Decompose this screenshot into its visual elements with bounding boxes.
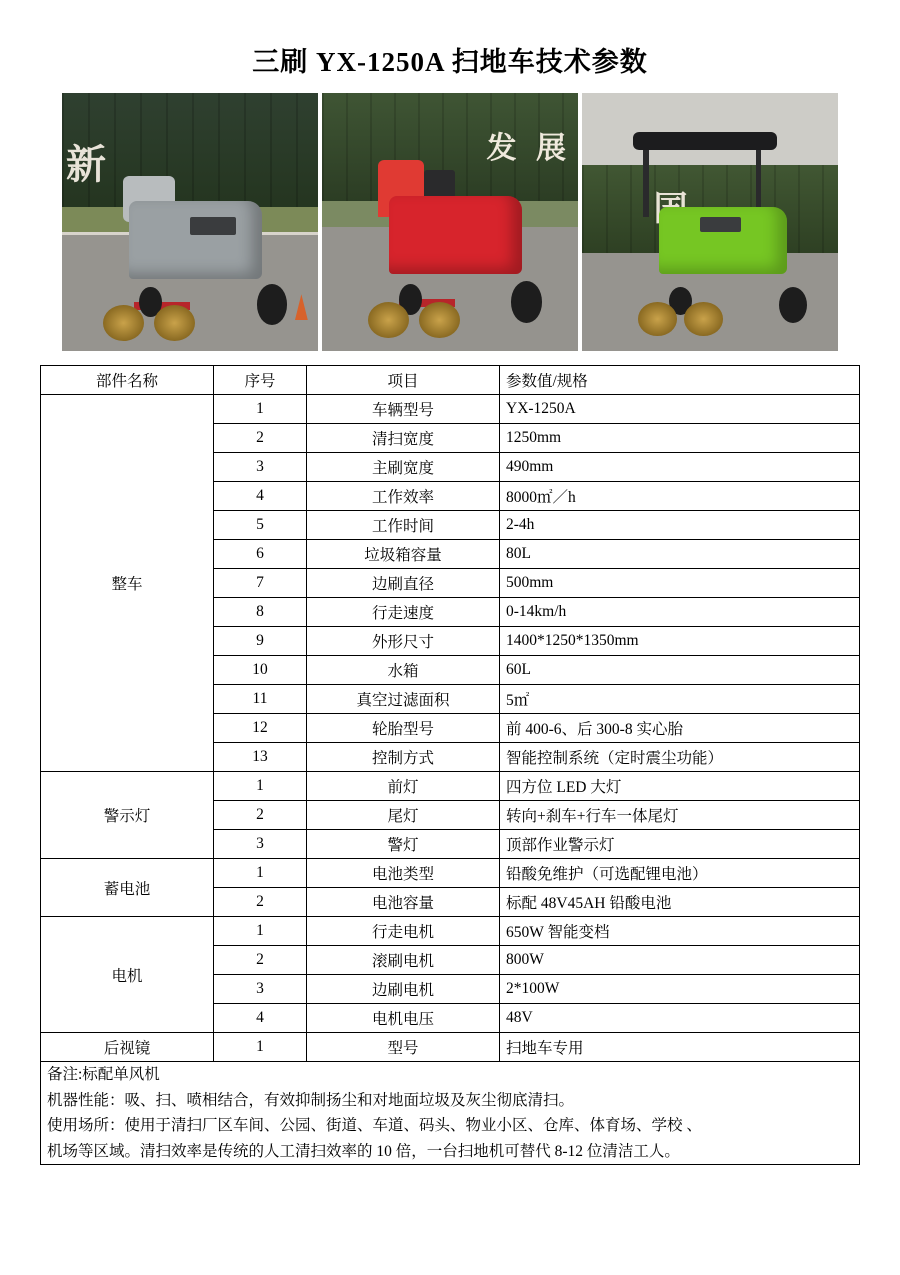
row-index: 1 bbox=[214, 1033, 307, 1062]
row-value: 60L bbox=[500, 656, 860, 685]
row-value: 2*100W bbox=[500, 975, 860, 1004]
note-line-3: 使用场所：使用于清扫厂区车间、公园、街道、车道、码头、物业小区、仓库、体育场、学校 、 bbox=[47, 1117, 702, 1135]
rear-wheel bbox=[511, 281, 542, 322]
row-value: 490mm bbox=[500, 453, 860, 482]
table-notes-row bbox=[41, 1062, 860, 1165]
row-index: 1 bbox=[214, 772, 307, 801]
row-item: 行走电机 bbox=[307, 917, 500, 946]
row-item: 车辆型号 bbox=[307, 395, 500, 424]
row-item: 前灯 bbox=[307, 772, 500, 801]
fence-background bbox=[62, 93, 318, 212]
canopy-roof bbox=[633, 132, 776, 150]
row-value: 48V bbox=[500, 1004, 860, 1033]
header-value: 参数值/规格 bbox=[500, 366, 860, 395]
canopy-post-left bbox=[643, 150, 648, 217]
row-index: 11 bbox=[214, 685, 307, 714]
row-index: 4 bbox=[214, 1004, 307, 1033]
row-value: 四方位 LED 大灯 bbox=[500, 772, 860, 801]
row-value: 0-14km/h bbox=[500, 598, 860, 627]
row-value: 智能控制系统（定时震尘功能） bbox=[500, 743, 860, 772]
table-header-row bbox=[41, 366, 860, 395]
rear-wheel bbox=[779, 287, 807, 323]
row-index: 3 bbox=[214, 453, 307, 482]
row-index: 2 bbox=[214, 424, 307, 453]
sweeper-green-photo bbox=[582, 93, 838, 351]
side-brush-left bbox=[368, 302, 409, 338]
rear-wheel bbox=[257, 284, 288, 325]
row-index: 13 bbox=[214, 743, 307, 772]
row-value: 扫地车专用 bbox=[500, 1033, 860, 1062]
header-index: 序号 bbox=[214, 366, 307, 395]
table-row bbox=[41, 917, 860, 946]
row-item: 水箱 bbox=[307, 656, 500, 685]
row-value: 转向+刹车+行车一体尾灯 bbox=[500, 801, 860, 830]
row-value: 650W 智能变档 bbox=[500, 917, 860, 946]
table-row bbox=[41, 1033, 860, 1062]
row-item: 轮胎型号 bbox=[307, 714, 500, 743]
row-item: 型号 bbox=[307, 1033, 500, 1062]
header-part-name: 部件名称 bbox=[41, 366, 214, 395]
row-index: 2 bbox=[214, 801, 307, 830]
row-index: 10 bbox=[214, 656, 307, 685]
row-item: 边刷电机 bbox=[307, 975, 500, 1004]
row-item: 边刷直径 bbox=[307, 569, 500, 598]
row-item: 控制方式 bbox=[307, 743, 500, 772]
row-item: 工作效率 bbox=[307, 482, 500, 511]
row-index: 1 bbox=[214, 859, 307, 888]
row-index: 6 bbox=[214, 540, 307, 569]
table-row bbox=[41, 859, 860, 888]
note-line-4: 机场等区域。清扫效率是传统的人工清扫效率的 10 倍，一台扫地机可替代 8-12 位清洁工人。 bbox=[47, 1142, 680, 1160]
row-item: 外形尺寸 bbox=[307, 627, 500, 656]
row-index: 1 bbox=[214, 395, 307, 424]
row-value: 1250mm bbox=[500, 424, 860, 453]
part-name-cell: 警示灯 bbox=[41, 772, 214, 859]
row-index: 1 bbox=[214, 917, 307, 946]
row-item: 清扫宽度 bbox=[307, 424, 500, 453]
row-value: 2-4h bbox=[500, 511, 860, 540]
row-item: 垃圾箱容量 bbox=[307, 540, 500, 569]
part-name-cell: 后视镜 bbox=[41, 1033, 214, 1062]
row-index: 9 bbox=[214, 627, 307, 656]
table-row bbox=[41, 395, 860, 424]
notes-cell bbox=[41, 1062, 860, 1165]
row-index: 7 bbox=[214, 569, 307, 598]
specification-table-body bbox=[41, 395, 860, 1165]
row-value: 8000㎡／h bbox=[500, 482, 860, 511]
note-line-2: 机器性能：吸、扫、喷相结合，有效抑制扬尘和对地面垃圾及灰尘彻底清扫。 bbox=[47, 1091, 575, 1109]
row-value: 500mm bbox=[500, 569, 860, 598]
page-title: 三刷 YX-1250A 扫地车技术参数 bbox=[252, 47, 648, 77]
row-item: 电机电压 bbox=[307, 1004, 500, 1033]
row-item: 行走速度 bbox=[307, 598, 500, 627]
row-value: 5㎡ bbox=[500, 685, 860, 714]
row-item: 主刷宽度 bbox=[307, 453, 500, 482]
row-value: 标配 48V45AH 铅酸电池 bbox=[500, 888, 860, 917]
table-row bbox=[41, 772, 860, 801]
specification-table bbox=[40, 365, 860, 1165]
side-brush-left bbox=[103, 305, 144, 341]
row-item: 尾灯 bbox=[307, 801, 500, 830]
machine-body bbox=[389, 196, 522, 273]
row-item: 电池容量 bbox=[307, 888, 500, 917]
row-value: 顶部作业警示灯 bbox=[500, 830, 860, 859]
row-value: 800W bbox=[500, 946, 860, 975]
sweeper-red-photo bbox=[322, 93, 578, 351]
part-name-cell: 整车 bbox=[41, 395, 214, 772]
row-index: 2 bbox=[214, 946, 307, 975]
product-photo-strip bbox=[62, 93, 838, 351]
row-item: 滚刷电机 bbox=[307, 946, 500, 975]
row-index: 3 bbox=[214, 830, 307, 859]
row-index: 3 bbox=[214, 975, 307, 1004]
row-item: 警灯 bbox=[307, 830, 500, 859]
row-value: 1400*1250*1350mm bbox=[500, 627, 860, 656]
side-brush-right bbox=[419, 302, 460, 338]
row-index: 12 bbox=[214, 714, 307, 743]
side-brush-right bbox=[684, 302, 722, 336]
row-value: 80L bbox=[500, 540, 860, 569]
side-brush-left bbox=[638, 302, 676, 336]
row-index: 5 bbox=[214, 511, 307, 540]
control-panel bbox=[700, 217, 741, 232]
row-item: 电池类型 bbox=[307, 859, 500, 888]
row-item: 工作时间 bbox=[307, 511, 500, 540]
row-value: 铅酸免维护（可选配锂电池） bbox=[500, 859, 860, 888]
side-brush-right bbox=[154, 305, 195, 341]
sweeper-grey-photo bbox=[62, 93, 318, 351]
row-value: 前 400-6、后 300-8 实心胎 bbox=[500, 714, 860, 743]
row-item: 真空过滤面积 bbox=[307, 685, 500, 714]
note-line-1: 备注:标配单风机 bbox=[47, 1066, 160, 1083]
machine-body bbox=[129, 201, 262, 278]
part-name-cell: 蓄电池 bbox=[41, 859, 214, 917]
row-index: 2 bbox=[214, 888, 307, 917]
control-panel bbox=[190, 217, 236, 235]
part-name-cell: 电机 bbox=[41, 917, 214, 1033]
header-item: 项目 bbox=[307, 366, 500, 395]
row-index: 4 bbox=[214, 482, 307, 511]
row-index: 8 bbox=[214, 598, 307, 627]
row-value: YX-1250A bbox=[500, 395, 860, 424]
